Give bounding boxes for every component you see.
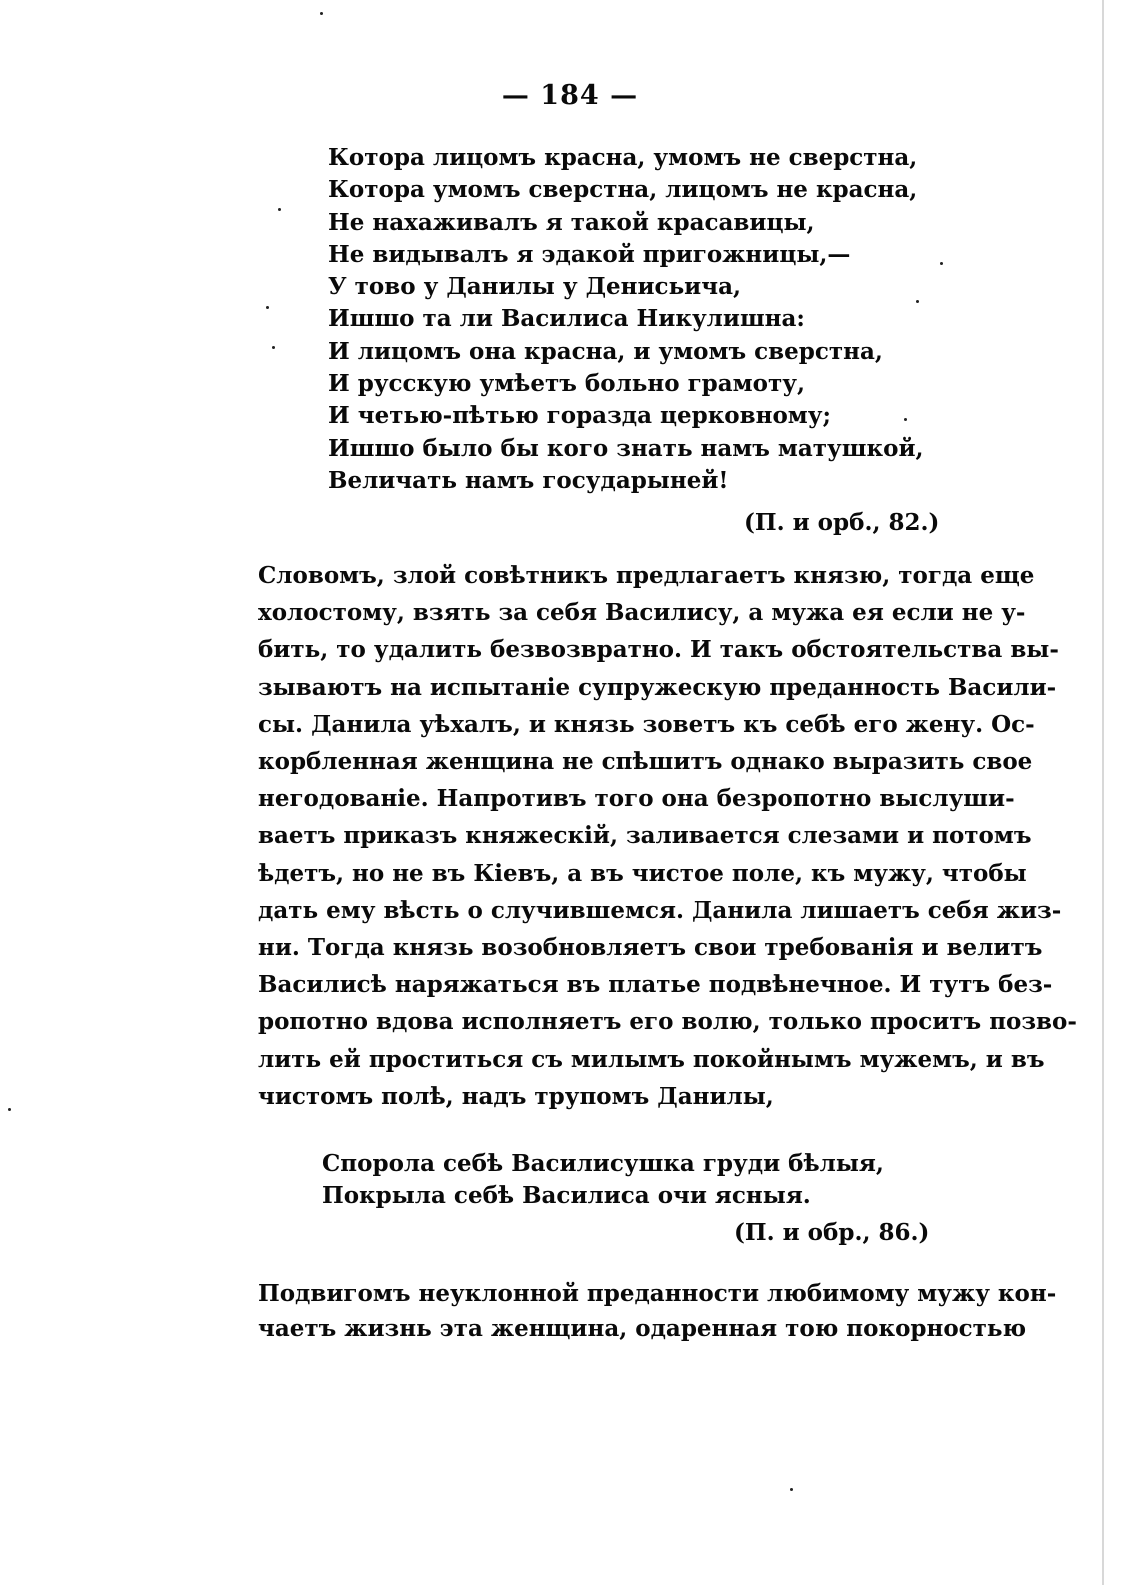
prose-line: холостому, взять за себя Василису, а мужа ея если не у- [258, 599, 1026, 627]
page-edge-shadow [1102, 0, 1104, 1585]
prose-line: ропотно вдова исполняетъ его волю, только проситъ позво- [258, 1008, 1077, 1036]
prose-line: Словомъ, злой совѣтникъ предлагаетъ князю, тогда еще [258, 562, 1035, 589]
prose-line: ни. Тогда князь возобновляетъ свои требованія и велитъ [258, 934, 1043, 962]
page-number: — 184 — [501, 80, 639, 111]
prose-line: бить, то удалить безвозвратно. И такъ обстоятельства вы- [258, 636, 1059, 664]
prose-line: дать ему вѣсть о случившемся. Данила лишаетъ себя жиз- [258, 896, 1062, 924]
verse-line: И русскую умѣетъ больно грамоту, [328, 370, 805, 398]
verse-line: У тово у Данилы у Денисьича, [328, 273, 741, 301]
prose-line: чистомъ полѣ, надъ трупомъ Данилы, [258, 1082, 774, 1110]
prose-line: ваетъ приказъ княжескій, заливается слезами и потомъ [258, 822, 1032, 850]
citation-1: (П. и орб., 82.) [744, 509, 940, 536]
scan-speck [790, 1488, 793, 1491]
verse-line: Не видывалъ я эдакой пригожницы,— [328, 240, 851, 268]
prose-paragraph-1 [258, 557, 1077, 1115]
verse-line: Котора лицомъ красна, умомъ не сверстна, [328, 144, 918, 171]
prose-line: зываютъ на испытаніе супружескую преданность Васили- [258, 673, 1057, 701]
scan-speck [916, 300, 919, 303]
scan-speck [940, 262, 943, 265]
verse-line: Ишшо было бы кого знать намъ матушкой, [328, 434, 924, 462]
verse-line: Не нахаживалъ я такой красавицы, [328, 208, 815, 236]
verse-line: И лицомъ она красна, и умомъ сверстна, [328, 337, 883, 365]
verse-line: Величать намъ государыней! [328, 466, 729, 494]
verse-line: Покрыла себѣ Василиса очи ясныя. [322, 1182, 811, 1210]
prose-line: ѣдетъ, но не въ Кіевъ, а въ чистое поле, къ мужу, чтобы [258, 859, 1027, 887]
scan-speck [272, 346, 275, 349]
scan-speck [278, 208, 281, 211]
prose-line: чаетъ жизнь эта женщина, одаренная тою покорностью [258, 1315, 1027, 1342]
scan-speck [266, 306, 269, 309]
prose-line: негодованіе. Напротивъ того она безропотно выслуши- [258, 785, 1015, 813]
prose-paragraph-2 [258, 1276, 1057, 1346]
prose-line: лить ей проститься съ милымъ покойнымъ мужемъ, и въ [258, 1045, 1045, 1073]
scan-speck [320, 12, 323, 15]
verse-line: Ишшо та ли Василиса Никулишна: [328, 305, 805, 333]
scan-speck [904, 418, 907, 421]
citation-2: (П. и обр., 86.) [734, 1219, 930, 1246]
verse-line: Котора умомъ сверстна, лицомъ не красна, [328, 176, 918, 204]
prose-line: Василисѣ наряжаться въ платье подвѣнечное. И тутъ без- [258, 971, 1053, 999]
verse-line: Спорола себѣ Василисушка груди бѣлыя, [322, 1150, 884, 1177]
prose-line: корбленная женщина не спѣшитъ однако выразить свое [258, 748, 1033, 776]
prose-line: Подвигомъ неуклонной преданности любимому мужу кон- [258, 1280, 1057, 1307]
verse-block-1 [328, 142, 924, 497]
prose-line: сы. Данила уѣхалъ, и князь зоветъ къ себѣ его жену. Ос- [258, 710, 1035, 738]
verse-block-2 [322, 1148, 884, 1213]
scan-speck [8, 1108, 11, 1111]
verse-line: И четью-пѣтью горазда церковному; [328, 402, 832, 430]
